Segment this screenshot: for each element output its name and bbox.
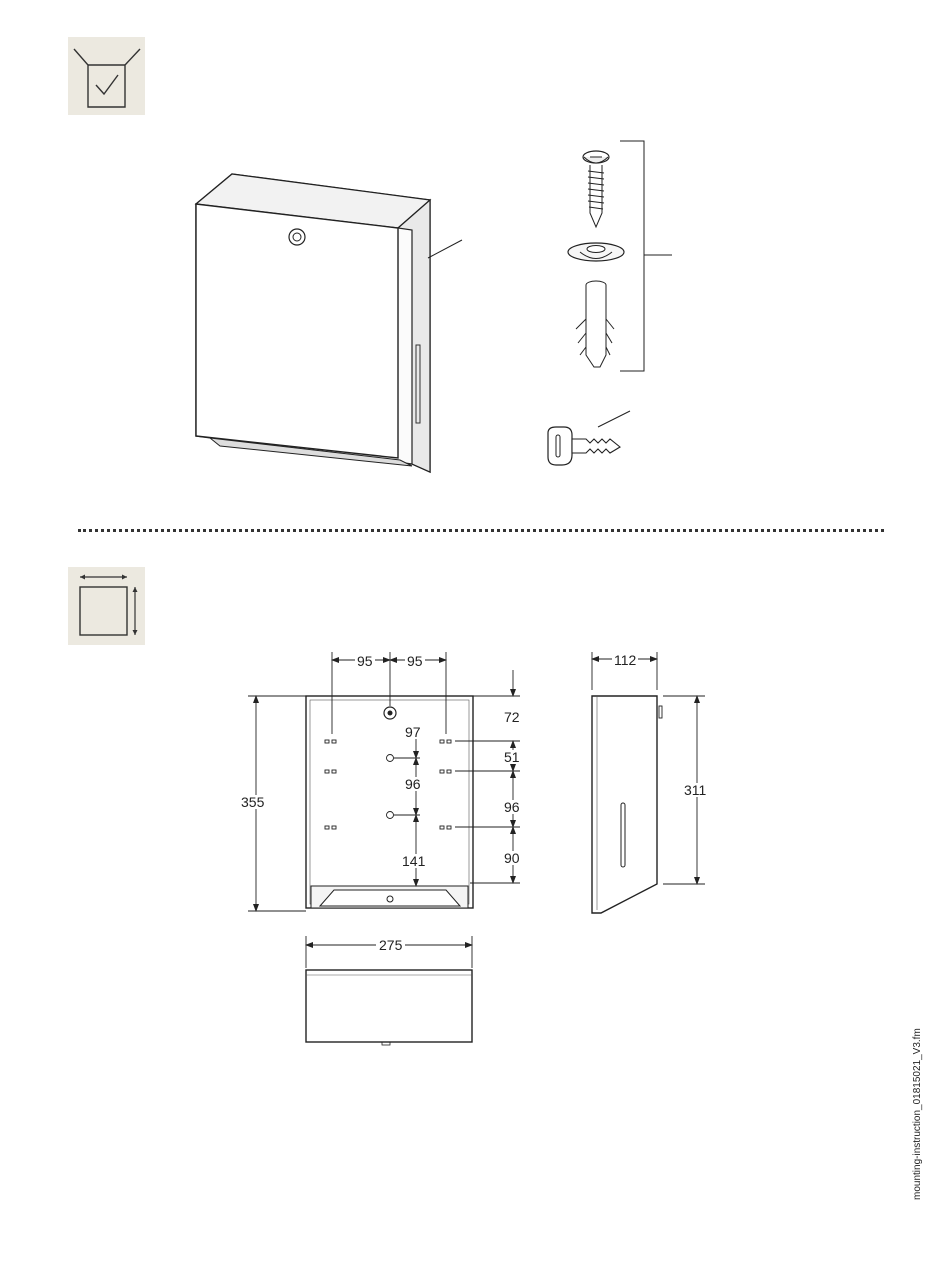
dim-slot-to-bottom: 90 [504, 850, 520, 866]
key-illustration [540, 405, 640, 475]
dim-height-total: 355 [241, 794, 265, 810]
dim-keyhole-to-hole: 97 [405, 724, 421, 740]
mounting-hardware-illustration [540, 135, 680, 385]
front-view-drawing [240, 650, 530, 925]
dim-slot-to-slot-b: 96 [504, 799, 520, 815]
section-divider [78, 529, 884, 532]
dim-hole-spacing-left: 95 [357, 653, 373, 669]
dim-slot-to-slot-a: 51 [504, 749, 520, 765]
dim-hole-to-hole: 96 [405, 776, 421, 792]
dispenser-illustration [180, 160, 480, 490]
dimensions-icon [68, 567, 145, 645]
dim-hole-spacing-right: 95 [407, 653, 423, 669]
box-check-icon [68, 37, 145, 115]
dim-bottom-width: 275 [376, 938, 405, 952]
dim-hole-to-bottom: 141 [402, 853, 426, 869]
dim-top-to-slot: 72 [504, 709, 520, 725]
dim-side-depth: 112 [614, 652, 637, 668]
footer-filename: mounting-instruction_01815021_V3.fm [912, 1028, 923, 1200]
dim-side-height: 311 [684, 782, 707, 798]
